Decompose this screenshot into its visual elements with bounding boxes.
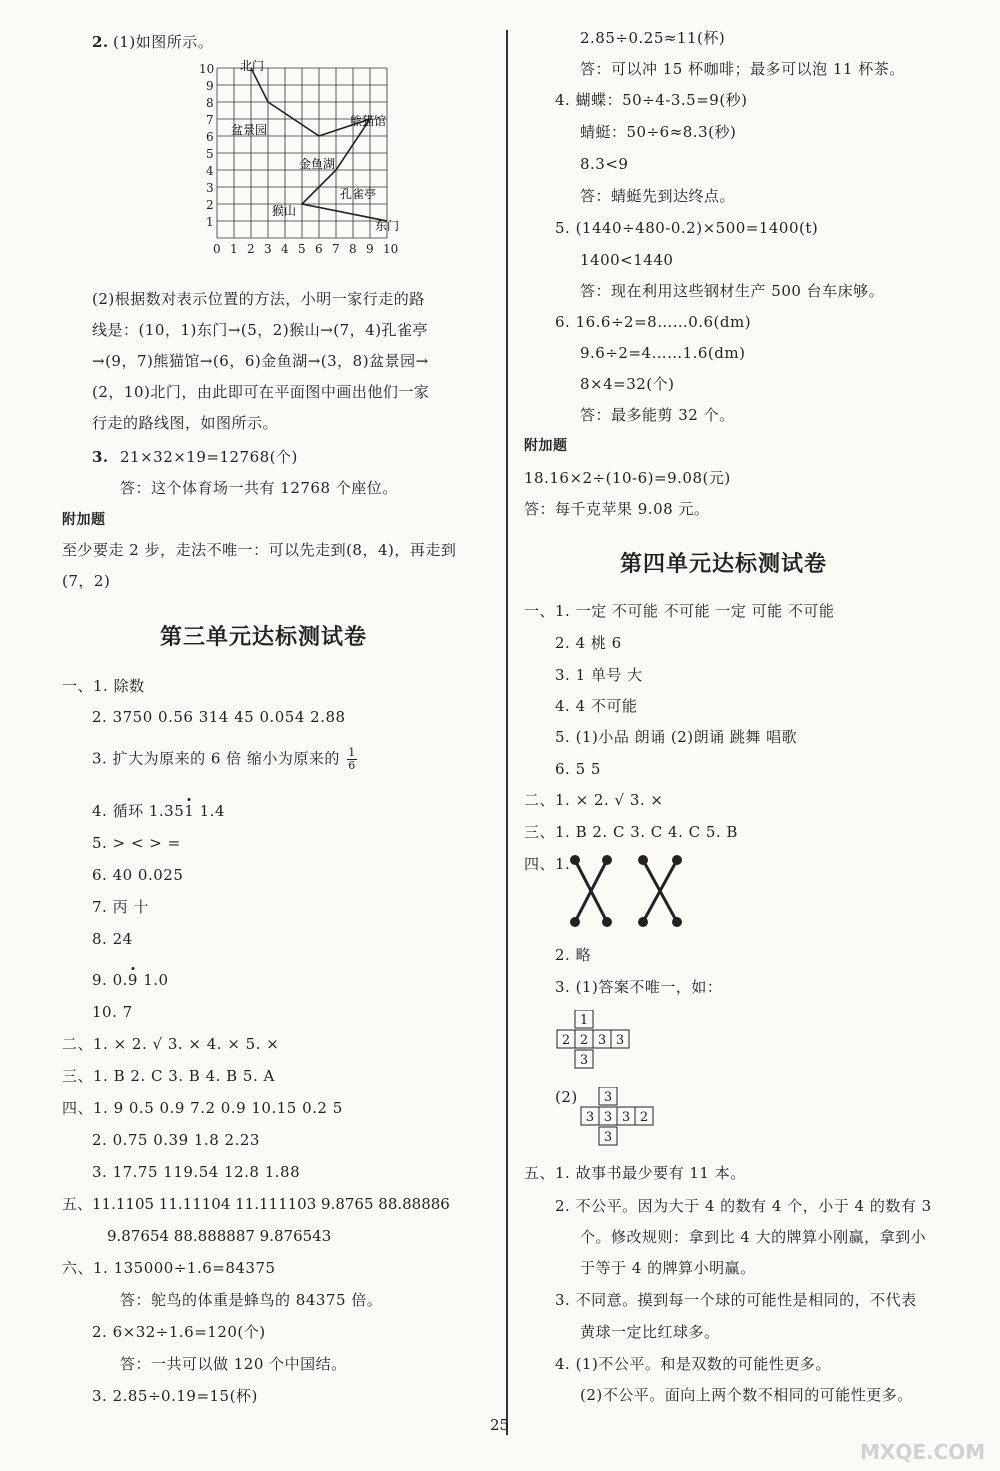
u3-s2: 二、1. × 2. √ 3. × 4. × 5. × bbox=[62, 1035, 280, 1053]
net1-cell: 1 bbox=[579, 1013, 589, 1028]
net1-cell: 2 bbox=[579, 1033, 589, 1048]
x-tick-label: 9 bbox=[366, 242, 374, 256]
y-tick-label: 9 bbox=[206, 79, 214, 93]
bonus-left-line2: (7，2) bbox=[62, 572, 111, 590]
y-tick-label: 10 bbox=[199, 62, 215, 76]
q3-answer: 答：这个体育场一共有 12768 个座位。 bbox=[120, 479, 398, 497]
fraction-numerator: 1 bbox=[348, 746, 356, 759]
repeating-digit: 1 bbox=[184, 802, 195, 820]
u3-s4-q3: 3. 17.75 119.54 12.8 1.88 bbox=[92, 1163, 301, 1181]
r-q4-compare: 8.3<9 bbox=[580, 155, 629, 173]
dot bbox=[672, 855, 682, 865]
repeating-digit-9: 9 bbox=[127, 971, 138, 989]
y-tick-label: 6 bbox=[206, 130, 214, 144]
u3-s1-q5: 5. > < > = bbox=[92, 834, 181, 852]
fraction-denominator: 6 bbox=[348, 759, 356, 772]
q3-equation: 21×32×19=12768(个) bbox=[120, 448, 298, 466]
q2-part2-line4: (2，10)北门，由此即可在平面图中画出他们一家 bbox=[92, 383, 430, 401]
r-bonus-equation: 18.16×2÷(10-6)=9.08(元) bbox=[524, 469, 731, 487]
label-monkey-hill: 猴山 bbox=[272, 204, 297, 218]
fraction-one-sixth bbox=[347, 747, 357, 772]
dot bbox=[602, 917, 612, 927]
y-tick-label: 3 bbox=[206, 181, 214, 195]
r-q6-answer: 答：最多能剪 32 个。 bbox=[580, 406, 735, 424]
q2-part2-line5: 行走的路线图，如图所示。 bbox=[92, 414, 279, 432]
u4-s5-q4-line1: 4. (1)不公平。和是双数的可能性更多。 bbox=[555, 1355, 831, 1373]
u3-s1-q9-a: 9. 0. bbox=[92, 971, 128, 989]
u3-s1-q3 bbox=[92, 747, 357, 772]
unit3-title: 第三单元达标测试卷 bbox=[160, 625, 368, 650]
q3-label: 3. bbox=[92, 448, 109, 466]
bonus-left-line1: 至少要走 2 步，走法不唯一：可以先走到(8，4)，再走到 bbox=[62, 541, 457, 559]
u3-s1-q7: 7. 丙 十 bbox=[92, 898, 149, 916]
x-tick-label: 10 bbox=[383, 242, 399, 256]
y-tick-label: 2 bbox=[206, 198, 214, 212]
u3-s1-q2: 2. 3750 0.56 314 45 0.054 2.88 bbox=[92, 708, 346, 726]
u4-s5-q2-line1: 2. 不公平。因为大于 4 的数有 4 个，小于 4 的数有 3 bbox=[555, 1197, 932, 1215]
u3-s3: 三、1. B 2. C 3. B 4. B 5. A bbox=[62, 1067, 275, 1085]
x-tick-label: 2 bbox=[247, 242, 255, 256]
u3-s1-q9 bbox=[92, 970, 169, 990]
u4-s1-q3: 3. 1 单号 大 bbox=[555, 666, 643, 684]
x-tick-label: 5 bbox=[298, 242, 306, 256]
bonus-heading-left: 附加题 bbox=[62, 512, 106, 528]
net1-cell: 3 bbox=[579, 1053, 589, 1068]
net2-cell: 3 bbox=[603, 1110, 613, 1125]
label-penjing-garden: 盆景园 bbox=[231, 123, 268, 137]
u3-s6-q1-answer: 答：鸵鸟的体重是蜂鸟的 84375 倍。 bbox=[120, 1291, 383, 1309]
u3-s4-q1: 四、1. 9 0.5 0.9 7.2 0.9 10.15 0.2 5 bbox=[62, 1099, 343, 1117]
label-peacock-pavilion: 孔雀亭 bbox=[340, 187, 377, 201]
u4-s2: 二、1. × 2. √ 3. × bbox=[524, 791, 664, 809]
r-line1: 2.85÷0.25≈11(杯) bbox=[580, 29, 726, 47]
u3-s5-line2: 9.87654 88.888887 9.876543 bbox=[107, 1227, 332, 1245]
u4-s1-q6: 6. 5 5 bbox=[555, 760, 601, 778]
u4-s5-q3-line1: 3. 不同意。摸到每一个球的可能性是相同的，不代表 bbox=[555, 1291, 917, 1309]
label-panda-house: 熊猫馆 bbox=[350, 114, 387, 128]
u3-s1-q9-c: 1.0 bbox=[137, 971, 169, 989]
net2-cell: 3 bbox=[603, 1130, 613, 1145]
dot bbox=[570, 855, 580, 865]
crossed-lines-figure bbox=[565, 852, 695, 932]
r-q6-line2: 9.6÷2=4……1.6(dm) bbox=[580, 344, 746, 362]
net2-cell: 2 bbox=[639, 1110, 649, 1125]
u3-s1-q6: 6. 40 0.025 bbox=[92, 866, 184, 884]
q2-label: 2. bbox=[92, 33, 109, 51]
dot bbox=[602, 855, 612, 865]
u3-s1-q8: 8. 24 bbox=[92, 930, 133, 948]
r-line2: 答：可以冲 15 杯咖啡；最多可以泡 11 杯茶。 bbox=[580, 60, 905, 78]
u3-s1-q4-c: 1.4 bbox=[194, 802, 225, 820]
net2-cell: 3 bbox=[621, 1110, 631, 1125]
y-tick-label: 1 bbox=[206, 215, 214, 229]
u4-s4-q2: 2. 略 bbox=[555, 946, 592, 964]
r-q6-line1: 6. 16.6÷2=8……0.6(dm) bbox=[555, 313, 752, 331]
label-goldfish-lake: 金鱼湖 bbox=[299, 157, 336, 171]
net1-cell: 2 bbox=[561, 1033, 571, 1048]
u4-s3: 三、1. B 2. C 3. C 4. C 5. B bbox=[524, 823, 738, 841]
u4-s5-q4-line2: (2)不公平。面向上两个数不相同的可能性更多。 bbox=[580, 1386, 913, 1404]
cube-net-1 bbox=[555, 1010, 645, 1072]
q2-part2-line1: (2)根据数对表示位置的方法，小明一家行走的路 bbox=[92, 290, 425, 308]
cube-net-2 bbox=[575, 1087, 665, 1153]
x-tick-label: 7 bbox=[332, 242, 340, 256]
net1-cell: 3 bbox=[597, 1033, 607, 1048]
net2-cell: 3 bbox=[585, 1110, 595, 1125]
u4-s1-q1: 一、1. 一定 不可能 不可能 一定 可能 不可能 bbox=[524, 602, 835, 620]
u4-s4-q1-label: 四、1. bbox=[524, 855, 571, 873]
r-q5-answer: 答：现在利用这些钢材生产 500 台车床够。 bbox=[580, 282, 885, 300]
net2-cell: 3 bbox=[603, 1090, 613, 1105]
x-tick-label: 0 bbox=[213, 242, 221, 256]
r-q5-equation: 5. (1440÷480-0.2)×500=1400(t) bbox=[555, 219, 819, 237]
dot bbox=[638, 917, 648, 927]
u3-s1-q10: 10. 7 bbox=[92, 1003, 133, 1021]
u4-s4-q3: 3. (1)答案不唯一，如： bbox=[555, 978, 723, 996]
dot bbox=[570, 917, 580, 927]
u4-s5-q3-line2: 黄球一定比红球多。 bbox=[580, 1323, 720, 1341]
r-q6-line3: 8×4=32(个) bbox=[580, 375, 675, 393]
u3-s1-q4-a: 4. 循环 1.35 bbox=[92, 802, 185, 820]
x-tick-label: 4 bbox=[281, 242, 289, 256]
r-q4-butterfly: 4. 蝴蝶：50÷4-3.5=9(秒) bbox=[555, 91, 748, 109]
u4-s1-q5: 5. (1)小品 朗诵 (2)朗诵 跳舞 唱歌 bbox=[555, 728, 798, 746]
u3-s1-q3-text: 3. 扩大为原来的 6 倍 缩小为原来的 bbox=[92, 749, 340, 768]
bonus-heading-right: 附加题 bbox=[524, 438, 568, 454]
q2-part2-line3: →(9，7)熊猫馆→(6，6)金鱼湖→(3，8)盆景园→ bbox=[92, 352, 429, 370]
u4-s1-q4: 4. 4 不可能 bbox=[555, 697, 638, 715]
unit4-title: 第四单元达标测试卷 bbox=[620, 552, 828, 577]
y-tick-label: 8 bbox=[206, 96, 214, 110]
u3-s1-q4 bbox=[92, 801, 225, 821]
y-tick-label: 4 bbox=[206, 164, 214, 178]
dot bbox=[672, 917, 682, 927]
u3-s6-q2-answer: 答：一共可以做 120 个中国结。 bbox=[120, 1355, 347, 1373]
u3-s6-q1: 六、1. 135000÷1.6=84375 bbox=[62, 1259, 276, 1277]
column-divider bbox=[506, 30, 508, 1435]
r-q4-answer: 答：蜻蜓先到达终点。 bbox=[580, 187, 736, 205]
u4-s5-q1: 五、1. 故事书最少要有 11 本。 bbox=[524, 1164, 746, 1182]
u4-s4-q3-part2: (2) bbox=[555, 1088, 578, 1106]
u4-s5-q2-line2: 个。修改规则：拿到比 4 大的牌算小刚赢，拿到小 bbox=[580, 1228, 927, 1246]
r-bonus-answer: 答：每千克苹果 9.08 元。 bbox=[524, 500, 710, 518]
q2-part2-line2: 线是：(10，1)东门→(5，2)猴山→(7，4)孔雀亭 bbox=[92, 321, 429, 339]
label-east-gate: 东门 bbox=[375, 219, 400, 233]
u3-s6-q3: 3. 2.85÷0.19=15(杯) bbox=[92, 1387, 258, 1405]
u4-s1-q2: 2. 4 桃 6 bbox=[555, 634, 622, 652]
x-tick-label: 8 bbox=[349, 242, 357, 256]
u4-s5-q2-line3: 于等于 4 的牌算小明赢。 bbox=[580, 1259, 756, 1277]
dot bbox=[638, 855, 648, 865]
u3-s4-q2: 2. 0.75 0.39 1.8 2.23 bbox=[92, 1131, 260, 1149]
x-tick-label: 1 bbox=[230, 242, 238, 256]
y-tick-label: 7 bbox=[206, 113, 214, 127]
x-tick-label: 3 bbox=[264, 242, 272, 256]
q2-part1: (1)如图所示。 bbox=[113, 33, 214, 51]
watermark: MXQE.COM bbox=[860, 1440, 986, 1464]
r-q5-compare: 1400<1440 bbox=[580, 251, 674, 269]
u3-s5-line1: 五、11.1105 11.11104 11.111103 9.8765 88.88886 bbox=[62, 1195, 450, 1213]
page-number: 25 bbox=[490, 1416, 510, 1434]
x-tick-label: 6 bbox=[315, 242, 323, 256]
label-north-gate: 北门 bbox=[240, 59, 265, 73]
route-grid-figure bbox=[195, 58, 405, 273]
u3-s1-q1: 一、1. 除数 bbox=[62, 677, 145, 695]
r-q4-dragonfly: 蜻蜓：50÷6≈8.3(秒) bbox=[580, 123, 737, 141]
y-tick-label: 5 bbox=[206, 147, 214, 161]
net1-cell: 3 bbox=[615, 1033, 625, 1048]
u3-s6-q2: 2. 6×32÷1.6=120(个) bbox=[92, 1323, 266, 1341]
